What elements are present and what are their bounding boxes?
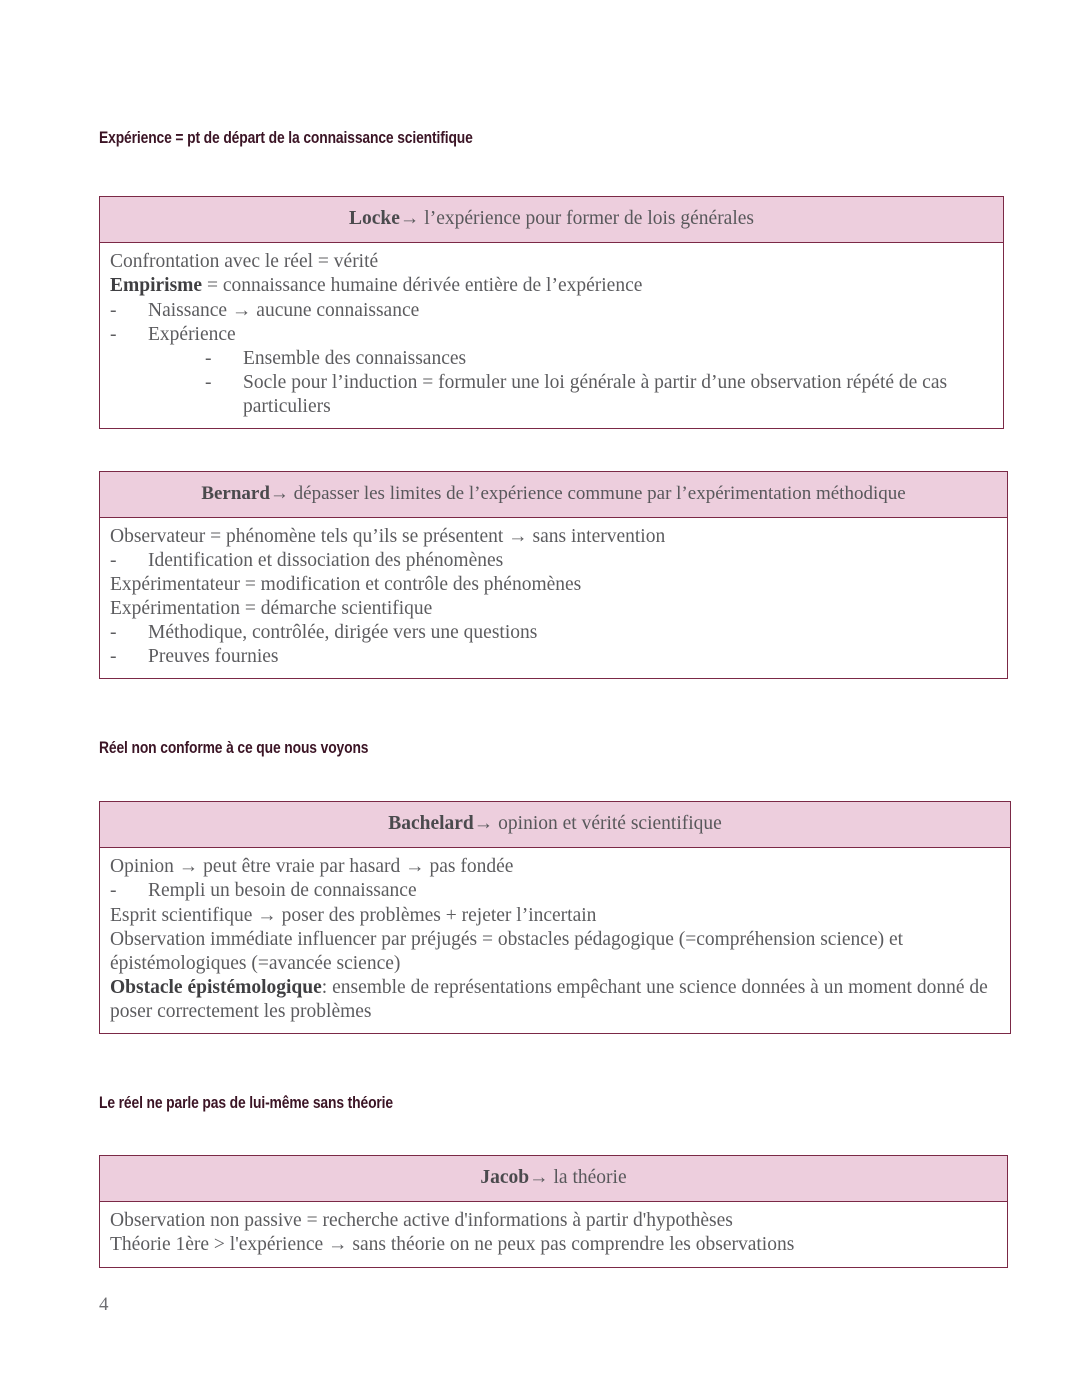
list-item (110, 323, 993, 347)
dash-bullet: - (205, 371, 212, 393)
text-line (110, 573, 997, 597)
dash-bullet: - (110, 646, 117, 668)
list-item (110, 621, 997, 645)
table-locke-header (100, 197, 1003, 243)
list-item (110, 371, 993, 419)
line-text: Empirisme = connaissance humaine dérivée entière de l’expérience (110, 275, 643, 297)
text-line (110, 904, 1000, 928)
text-line (110, 976, 1000, 1024)
table-locke-body (100, 243, 1003, 428)
text-line (110, 1209, 997, 1233)
line-text: Confrontation avec le réel = vérité (110, 251, 379, 273)
text-line (110, 525, 997, 549)
dash-bullet: - (205, 347, 212, 369)
line-text: Obstacle épistémologique: ensemble de représentations empêchant une science données à un moment donné de poser correctement les problèmes (110, 976, 988, 1022)
line-text: Rempli un besoin de connaissance (148, 880, 417, 902)
table-locke (99, 196, 1004, 429)
line-text: Opinion → peut être vraie par hasard → pas fondée (110, 856, 514, 878)
list-item (110, 549, 997, 573)
section-heading-le-reel-ne-parle-pas: Le réel ne parle pas de lui-même sans théorie (99, 1094, 393, 1112)
table-locke-header-text: l’expérience pour former de lois générales (424, 208, 755, 229)
table-bachelard-body (100, 848, 1010, 1033)
table-bernard-header-text: dépasser les limites de l’expérience commune par l’expérimentation méthodique (293, 483, 906, 504)
line-text: Preuves fournies (148, 646, 279, 668)
emphasis-term: Empirisme (110, 275, 203, 297)
table-bachelard-philosopher: Bachelard (388, 813, 474, 834)
table-jacob (99, 1155, 1008, 1268)
table-jacob-arrow: → (529, 1167, 549, 1188)
text-line (110, 274, 993, 298)
table-bernard (99, 471, 1008, 679)
table-locke-philosopher: Locke (348, 208, 400, 229)
table-bernard-philosopher: Bernard (201, 483, 270, 504)
dash-bullet: - (110, 323, 117, 345)
line-text: Expérimentateur = modification et contrôle des phénomènes (110, 573, 582, 595)
table-jacob-header-text: la théorie (553, 1167, 627, 1188)
text-line (110, 928, 1000, 976)
dash-bullet: - (110, 549, 117, 571)
line-text: Esprit scientifique → poser des problèmes + rejeter l’incertain (110, 904, 597, 926)
line-text: Ensemble des connaissances (243, 347, 467, 369)
table-bernard-arrow: → (269, 483, 289, 504)
table-jacob-header (100, 1156, 1007, 1202)
line-text: Socle pour l’induction = formuler une loi générale à partir d’une observation répété de cas particuliers (243, 371, 948, 417)
text-line (110, 1233, 997, 1257)
line-text: Naissance → aucune connaissance (148, 299, 420, 321)
table-bachelard-arrow: → (473, 813, 494, 834)
section-heading-reel-non-conforme: Réel non conforme à ce que nous voyons (99, 739, 369, 757)
dash-bullet: - (110, 880, 117, 902)
emphasis-term: Obstacle épistémologique (110, 976, 322, 998)
table-jacob-philosopher: Jacob (480, 1167, 530, 1188)
table-bachelard-header (100, 802, 1010, 848)
list-item (110, 347, 993, 371)
line-text: Théorie 1ère > l'expérience → sans théorie on ne peux pas comprendre les observations (110, 1234, 795, 1256)
section-heading-experience: Expérience = pt de départ de la connaissance scientifique (99, 129, 473, 147)
list-item (110, 879, 1000, 903)
dash-bullet: - (110, 299, 117, 321)
page-number: 4 (99, 1294, 109, 1315)
list-item (110, 645, 997, 669)
table-bachelard (99, 801, 1011, 1034)
text-line (110, 597, 997, 621)
table-bachelard-header-text: opinion et vérité scientifique (498, 813, 722, 834)
table-bernard-header (100, 472, 1007, 518)
line-text: Identification et dissociation des phénomènes (148, 549, 504, 571)
table-bernard-body (100, 518, 1007, 678)
table-locke-arrow: → (399, 208, 420, 229)
text-line (110, 855, 1000, 879)
line-text: Observateur = phénomène tels qu’ils se présentent → sans intervention (110, 525, 666, 547)
dash-bullet: - (110, 622, 117, 644)
table-jacob-body (100, 1202, 1007, 1266)
list-item (110, 299, 993, 323)
text-line (110, 250, 993, 274)
line-text: Expérimentation = démarche scientifique (110, 597, 433, 619)
line-text: Méthodique, contrôlée, dirigée vers une questions (148, 622, 538, 644)
line-text: Observation immédiate influencer par préjugés = obstacles pédagogique (=compréhension science) et épistémologiques (=avancée science) (110, 928, 904, 974)
line-text: Observation non passive = recherche active d'informations à partir d'hypothèses (110, 1210, 733, 1232)
line-text: Expérience (148, 323, 236, 345)
